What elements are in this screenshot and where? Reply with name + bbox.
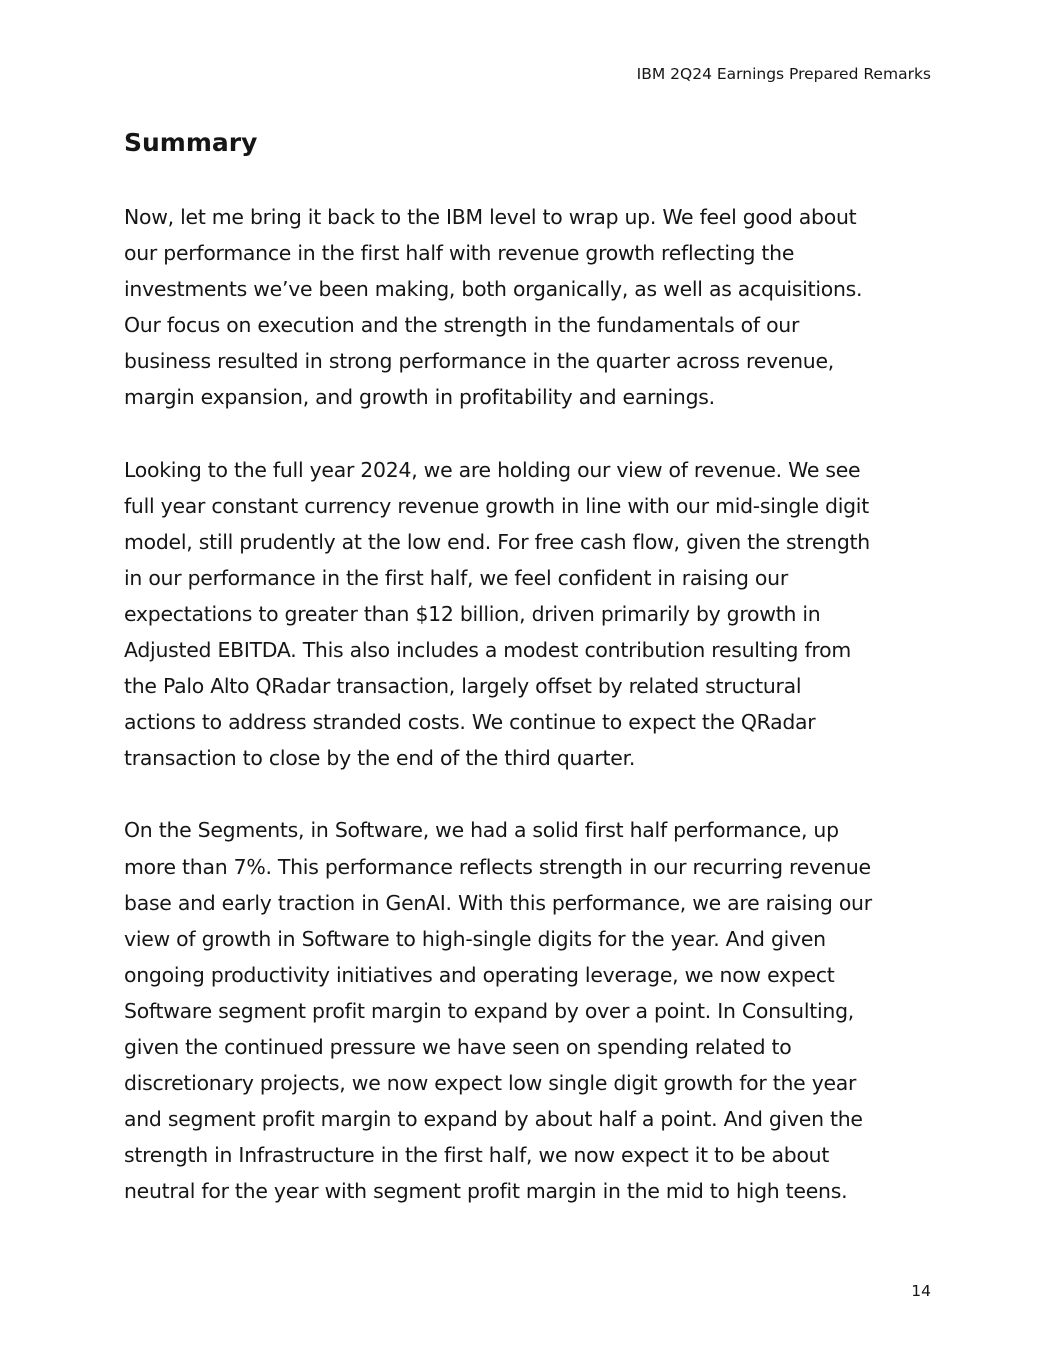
text-line: actions to address stranded costs. We continue to expect the QRadar bbox=[124, 710, 816, 735]
text-line: more than 7%. This performance reflects strength in our recurring revenue bbox=[124, 854, 871, 879]
text-line: Looking to the full year 2024, we are holding our view of revenue. We see bbox=[124, 457, 861, 482]
text-line: On the Segments, in Software, we had a solid first half performance, up bbox=[124, 818, 839, 843]
text-line: Our focus on execution and the strength in the fundamentals of our bbox=[124, 313, 800, 338]
text-line: expectations to greater than $12 billion, driven primarily by growth in bbox=[124, 601, 821, 626]
page-number: 14 bbox=[911, 1282, 931, 1300]
text-line: Adjusted EBITDA. This also includes a modest contribution resulting from bbox=[124, 638, 851, 663]
text-line: base and early traction in GenAI. With this performance, we are raising our bbox=[124, 890, 872, 915]
text-line: view of growth in Software to high-single digits for the year. And given bbox=[124, 926, 826, 951]
text-line: investments we’ve been making, both organically, as well as acquisitions. bbox=[124, 277, 863, 302]
paragraph-full-year-outlook bbox=[124, 452, 934, 777]
text-line: Now, let me bring it back to the IBM level to wrap up. We feel good about bbox=[124, 205, 857, 229]
text-line: margin expansion, and growth in profitability and earnings. bbox=[124, 385, 715, 410]
text-line: discretionary projects, we now expect low single digit growth for the year bbox=[124, 1071, 857, 1096]
paragraph-revenue-summary bbox=[124, 199, 934, 416]
text-line: our performance in the first half with revenue growth reflecting the bbox=[124, 241, 795, 266]
body-text bbox=[124, 199, 934, 1245]
section-title: Summary bbox=[124, 128, 258, 157]
text-line: transaction to close by the end of the third quarter. bbox=[124, 746, 636, 771]
text-line: full year constant currency revenue growth in line with our mid-single digit bbox=[124, 493, 869, 518]
text-line: business resulted in strong performance in the quarter across revenue, bbox=[124, 349, 835, 374]
text-line: in our performance in the first half, we feel confident in raising our bbox=[124, 565, 788, 590]
text-line: ongoing productivity initiatives and operating leverage, we now expect bbox=[124, 962, 835, 987]
paragraph-segments-outlook bbox=[124, 812, 934, 1209]
text-line: the Palo Alto QRadar transaction, largely offset by related structural bbox=[124, 674, 802, 699]
text-line: neutral for the year with segment profit margin in the mid to high teens. bbox=[124, 1179, 848, 1204]
text-line: Software segment profit margin to expand by over a point. In Consulting, bbox=[124, 998, 855, 1023]
text-line: model, still prudently at the low end. For free cash flow, given the strength bbox=[124, 529, 870, 554]
text-line: and segment profit margin to expand by about half a point. And given the bbox=[124, 1107, 863, 1132]
page-header: IBM 2Q24 Earnings Prepared Remarks bbox=[636, 65, 931, 83]
text-line: given the continued pressure we have seen on spending related to bbox=[124, 1034, 792, 1059]
text-line: strength in Infrastructure in the first half, we now expect it to be about bbox=[124, 1143, 830, 1168]
